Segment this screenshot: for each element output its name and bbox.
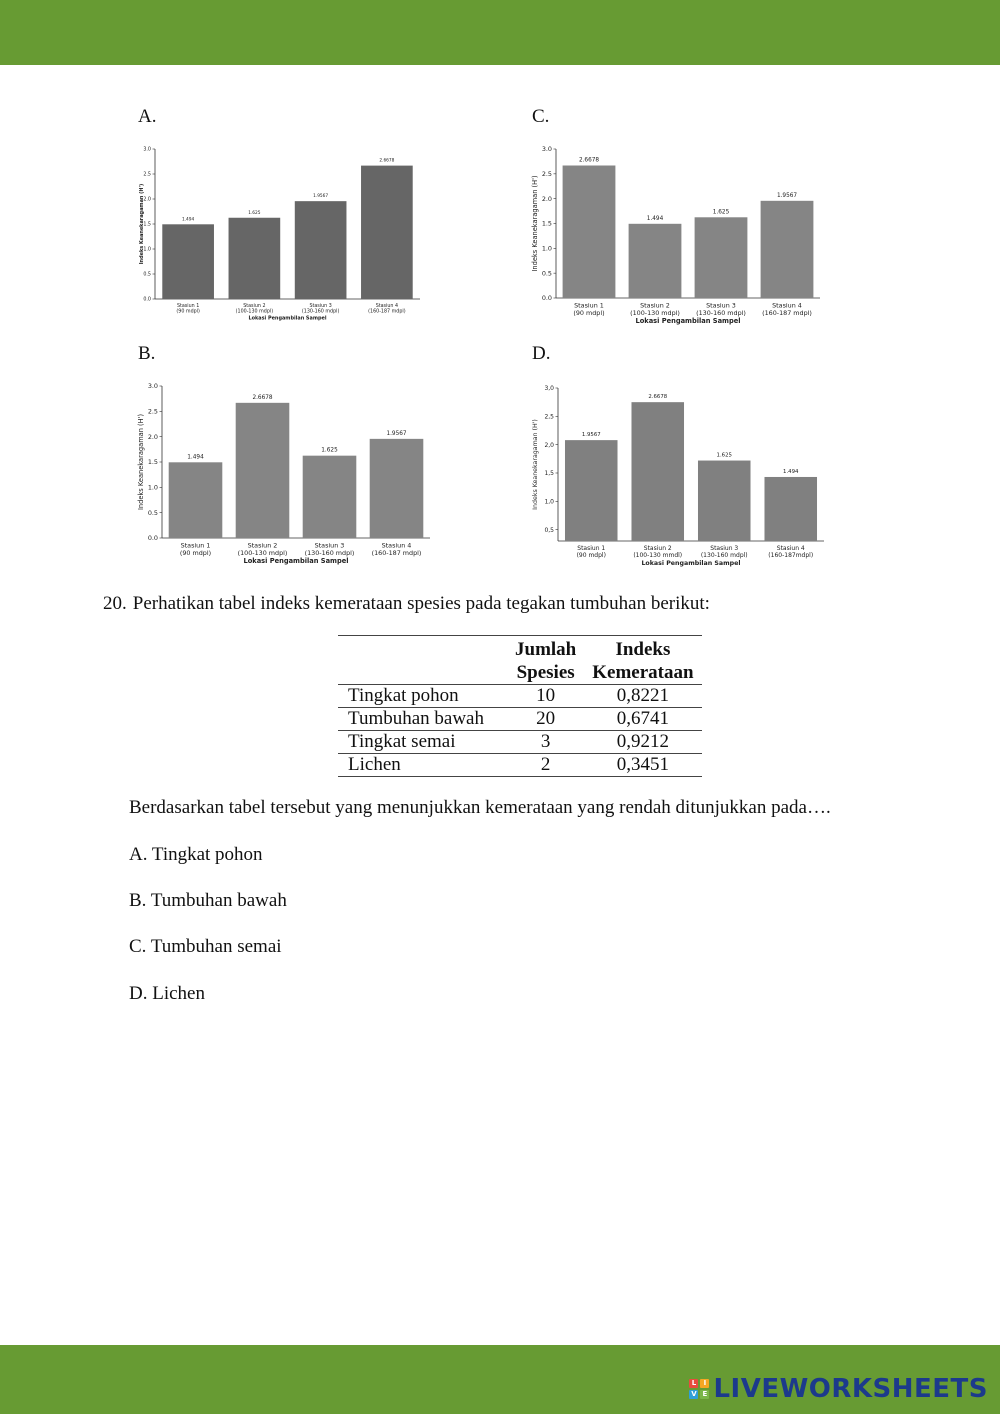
bar	[563, 165, 616, 298]
chart-b	[137, 381, 437, 566]
x-tick-sublabel: (100-130 mdpl)	[630, 308, 680, 317]
y-tick-label: 0.0	[143, 297, 151, 303]
bar-value-label: 1.625	[321, 447, 338, 454]
table-header-empty	[338, 636, 507, 685]
x-tick-sublabel: (90 mdpl)	[576, 552, 606, 559]
y-axis-label: Indeks Keanekaragaman (H')	[531, 175, 539, 272]
bar-value-label: 1.9567	[386, 430, 407, 437]
y-tick-label: 2.5	[541, 170, 552, 179]
y-tick-label: 2.5	[143, 172, 151, 178]
bar-value-label: 1.494	[646, 215, 664, 222]
answer-choice-b[interactable]: B. Tumbuhan bawah	[129, 890, 287, 911]
y-tick-label: 1.0	[541, 244, 552, 253]
bar	[695, 217, 748, 298]
bar-value-label: 1.625	[712, 209, 730, 216]
x-tick-sublabel: (130-160 mdpl)	[301, 309, 340, 315]
x-tick-sublabel: (130-160 mdpl)	[696, 308, 746, 317]
y-tick-label: 2.5	[147, 407, 158, 416]
bar-value-label: 1.625	[716, 452, 732, 459]
option-letter-a: A.	[138, 106, 157, 127]
x-tick-label: Stasiun 2	[640, 301, 670, 310]
table-cell: Lichen	[338, 754, 507, 777]
bar-value-label: 1.9567	[581, 432, 601, 439]
bar	[565, 440, 618, 541]
x-axis-label: Lokasi Pengambilan Sampel	[635, 317, 741, 326]
table-cell: 2	[507, 754, 584, 777]
x-tick-sublabel: (90 mdpl)	[573, 308, 605, 317]
table-header-jumlah: Jumlah Spesies	[507, 636, 584, 685]
x-axis-label: Lokasi Pengambilan Sampel	[248, 315, 327, 322]
y-tick-label: 0.5	[147, 508, 158, 517]
bar	[236, 403, 290, 538]
table-row	[338, 731, 702, 754]
table-cell: 0,3451	[584, 754, 701, 777]
x-tick-label: Stasiun 1	[180, 541, 211, 550]
evenness-table	[338, 635, 702, 777]
y-tick-label: 0,5	[544, 526, 554, 534]
y-tick-label: 2.0	[147, 432, 158, 441]
bar-value-label: 1.494	[783, 468, 799, 475]
option-letter-b: B.	[138, 343, 156, 364]
bar	[629, 224, 682, 298]
chart-a	[137, 143, 427, 323]
bar-value-label: 2.6678	[648, 394, 668, 401]
table-header-indeks: Indeks Kemerataan	[584, 636, 701, 685]
question-20	[103, 593, 710, 615]
y-tick-label: 2.0	[541, 194, 552, 203]
table-cell: 20	[507, 708, 584, 731]
x-tick-label: Stasiun 3	[706, 301, 736, 310]
table-cell: 0,9212	[584, 731, 701, 754]
table-row	[338, 685, 702, 708]
x-tick-label: Stasiun 2	[243, 303, 266, 309]
y-tick-label: 1.5	[541, 219, 552, 228]
x-tick-label: Stasiun 4	[375, 303, 399, 309]
x-tick-label: Stasiun 3	[314, 541, 345, 550]
x-tick-label: Stasiun 1	[574, 301, 604, 310]
y-axis-label: Indeks Keanekaragaman (H')	[532, 419, 539, 510]
y-tick-label: 2,5	[544, 413, 554, 421]
logo-text: LIVEWORKSHEETS	[713, 1374, 988, 1404]
bar	[698, 461, 751, 541]
y-axis-label: Indeks Keanekaragaman (H')	[139, 183, 145, 265]
bar	[361, 166, 413, 299]
question-number: 20.	[103, 593, 127, 614]
bar-value-label: 1.625	[248, 210, 261, 216]
table-row	[338, 754, 702, 777]
bar	[370, 439, 424, 538]
bar	[169, 462, 223, 538]
y-tick-label: 1,0	[544, 498, 554, 506]
x-tick-sublabel: (100-130 mdpl)	[237, 548, 288, 557]
y-tick-label: 0.0	[541, 294, 552, 303]
x-tick-sublabel: (130-160 mdpl)	[304, 548, 355, 557]
x-tick-sublabel: (160-187 mdpl)	[371, 548, 422, 557]
option-letter-c: C.	[532, 106, 550, 127]
table-cell: Tumbuhan bawah	[338, 708, 507, 731]
x-tick-label: Stasiun 2	[247, 541, 278, 550]
x-tick-label: Stasiun 3	[309, 303, 332, 309]
chart-c	[531, 143, 821, 328]
y-tick-label: 3,0	[544, 385, 554, 393]
y-tick-label: 3.0	[143, 147, 151, 153]
liveworksheets-logo	[689, 1374, 988, 1404]
chart-d	[531, 381, 826, 573]
bar-value-label: 2.6678	[252, 394, 273, 401]
y-tick-label: 2,0	[544, 441, 554, 449]
x-axis-label: Lokasi Pengambilan Sampel	[243, 557, 349, 566]
logo-mark-icon: L I V E	[689, 1379, 709, 1399]
y-tick-label: 3.0	[541, 145, 552, 154]
bar-value-label: 2.6678	[379, 158, 395, 164]
x-tick-sublabel: (90 mdpl)	[176, 309, 200, 315]
y-tick-label: 1.0	[143, 247, 151, 253]
x-tick-sublabel: (100-130 mmdl)	[633, 552, 683, 559]
x-tick-sublabel: (160-187mdpl)	[768, 552, 814, 559]
y-tick-label: 0.5	[541, 269, 552, 278]
bar-value-label: 1.494	[187, 454, 204, 461]
y-axis-label: Indeks Keanekaragaman (H')	[137, 413, 145, 511]
x-tick-sublabel: (160-187 mdpl)	[762, 308, 812, 317]
bar	[764, 477, 817, 541]
y-tick-label: 0.0	[147, 534, 158, 543]
table-row	[338, 708, 702, 731]
x-tick-sublabel: (130-160 mdpl)	[700, 552, 748, 559]
y-tick-label: 2.0	[143, 197, 151, 203]
bar	[631, 402, 684, 541]
x-tick-sublabel: (90 mdpl)	[179, 548, 212, 557]
y-tick-label: 1.5	[147, 458, 158, 467]
x-tick-label: Stasiun 2	[643, 545, 672, 552]
x-tick-label: Stasiun 1	[176, 303, 200, 309]
x-tick-sublabel: (160-187 mdpl)	[368, 309, 406, 315]
y-tick-label: 1.0	[147, 483, 158, 492]
bar	[295, 201, 347, 299]
x-tick-label: Stasiun 4	[381, 541, 412, 550]
bar	[229, 218, 281, 299]
x-axis-label: Lokasi Pengambilan Sampel	[641, 560, 741, 567]
bar	[303, 456, 357, 538]
bar-value-label: 1.494	[181, 217, 195, 223]
y-tick-label: 0.5	[143, 272, 151, 278]
table-header-row	[338, 636, 702, 685]
answer-choice-d[interactable]: D. Lichen	[129, 983, 205, 1004]
header-bar	[0, 0, 1000, 65]
bar	[761, 201, 814, 298]
question-text: Perhatikan tabel indeks kemerataan spesies pada tegakan tumbuhan berikut:	[132, 593, 710, 614]
table-cell: 10	[507, 685, 584, 708]
y-tick-label: 1,5	[544, 470, 554, 478]
y-tick-label: 3.0	[147, 382, 158, 391]
option-letter-d: D.	[532, 343, 551, 364]
question-stem: Berdasarkan tabel tersebut yang menunjukkan kemerataan yang rendah ditunjukkan pada….	[129, 797, 831, 818]
x-tick-label: Stasiun 3	[710, 545, 739, 552]
y-tick-label: 1.5	[143, 222, 151, 228]
table-cell: 0,8221	[584, 685, 701, 708]
answer-choice-a[interactable]: A. Tingkat pohon	[129, 844, 263, 865]
table-cell: 0,6741	[584, 708, 701, 731]
bar-value-label: 1.9567	[313, 194, 329, 200]
x-tick-label: Stasiun 4	[772, 301, 802, 310]
x-tick-label: Stasiun 1	[577, 545, 606, 552]
bar-value-label: 1.9567	[776, 192, 798, 199]
answer-choice-c[interactable]: C. Tumbuhan semai	[129, 936, 282, 957]
bar-value-label: 2.6678	[578, 157, 600, 164]
table-cell: Tingkat pohon	[338, 685, 507, 708]
bar	[162, 224, 214, 299]
table-cell: Tingkat semai	[338, 731, 507, 754]
x-tick-label: Stasiun 4	[776, 545, 805, 552]
table-cell: 3	[507, 731, 584, 754]
x-tick-sublabel: (100-130 mdpl)	[235, 309, 274, 315]
